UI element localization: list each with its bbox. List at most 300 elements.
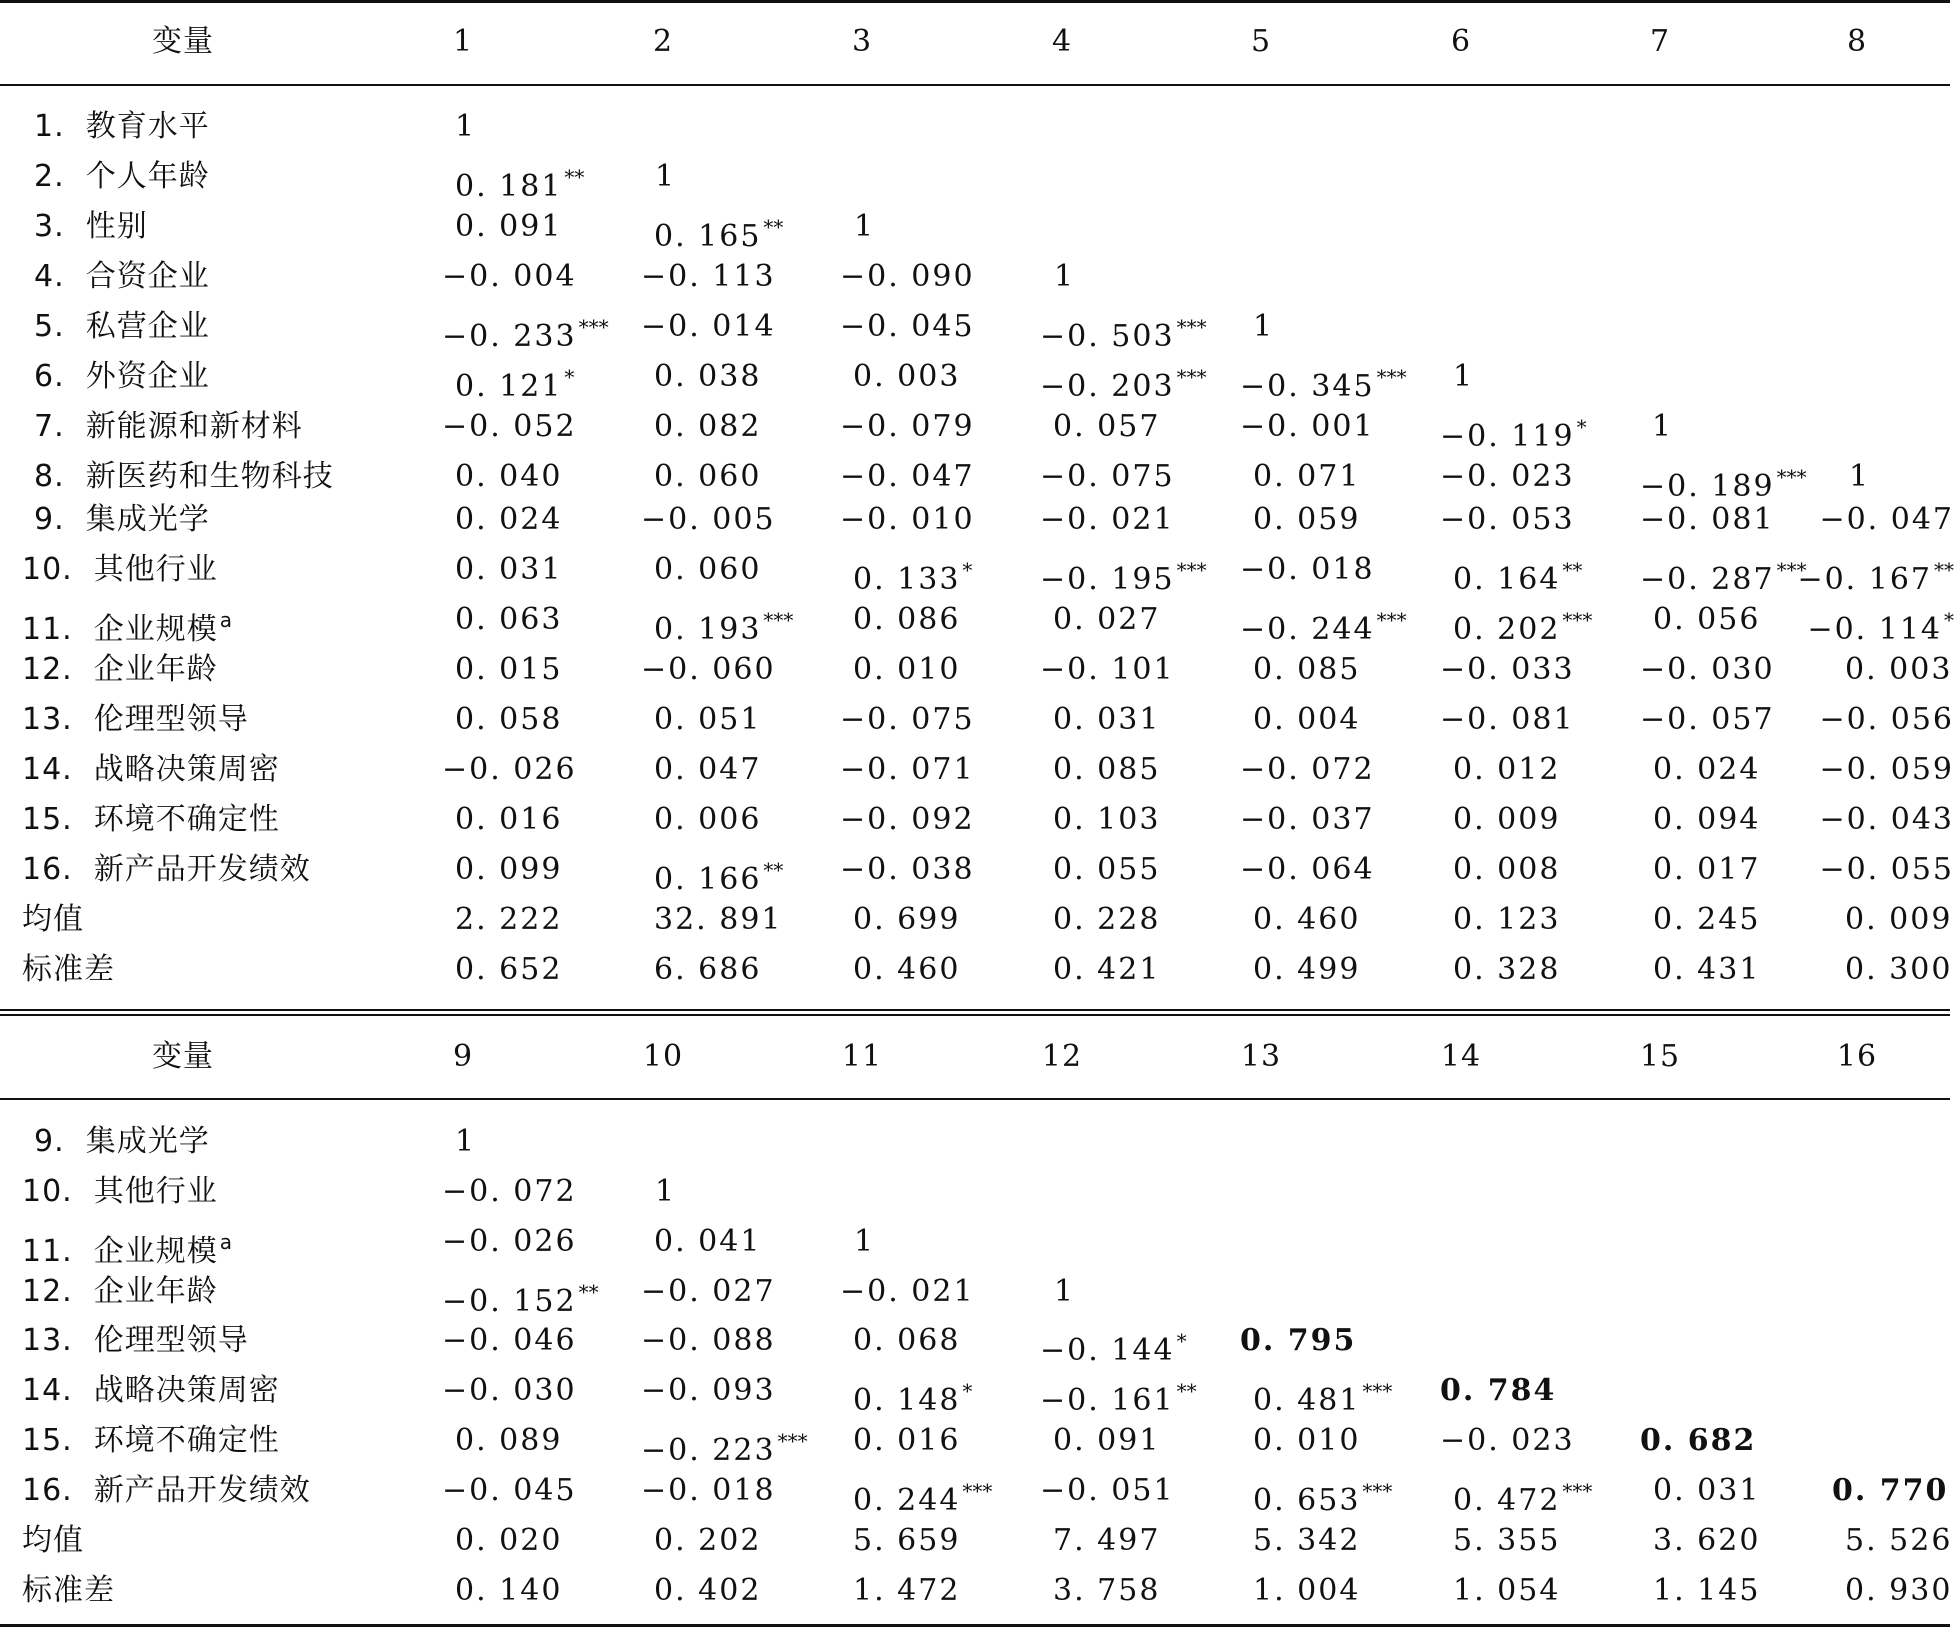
cell-value: 0. 040: [455, 459, 563, 494]
cell-value: −0. 072: [1240, 752, 1375, 787]
cell-value: −0. 057: [1640, 702, 1775, 737]
significance-marker: ***: [578, 315, 609, 339]
cell-value: 32. 891: [654, 902, 783, 937]
variable-label: [22, 752, 280, 788]
table-cell: [455, 502, 562, 538]
table-cell: [455, 159, 584, 205]
cell-value: −0. 047: [840, 459, 975, 494]
variable-label: [34, 502, 210, 538]
cell-value: 0. 057: [1053, 409, 1161, 444]
table-cell: [1453, 952, 1560, 988]
significance-marker: ***: [1176, 315, 1207, 339]
cell-value: −0. 038: [840, 852, 975, 887]
variable-label: [22, 1423, 280, 1459]
variable-label: [22, 1174, 218, 1210]
table-cell: [1845, 652, 1952, 688]
table-cell: [853, 952, 960, 988]
table-cell: [1440, 502, 1575, 538]
table-cell: [442, 1224, 577, 1260]
table-cell: [1053, 409, 1160, 445]
table-cell: [854, 209, 875, 245]
table-cell: [1054, 259, 1075, 295]
cell-value: 1. 472: [853, 1573, 961, 1608]
table-cell: [853, 652, 960, 688]
table-cell: [853, 1523, 960, 1559]
table-cell: [1253, 702, 1360, 738]
cell-value: 0. 010: [853, 652, 961, 687]
variable-label: [22, 702, 249, 738]
table-cell: [1253, 652, 1360, 688]
table-cell: [853, 1573, 960, 1609]
table-cell: [654, 802, 761, 838]
cell-value: 0. 244: [853, 1483, 961, 1518]
table-cell: [1053, 702, 1160, 738]
significance-marker: *: [962, 1379, 973, 1403]
table-cell: [840, 852, 975, 888]
column-header: 14: [1440, 1039, 1482, 1074]
table-cell: [641, 502, 776, 538]
table-cell: [442, 752, 577, 788]
cell-value: 0. 300: [1845, 952, 1953, 987]
cell-value: 0. 930: [1845, 1573, 1953, 1608]
cell-value: 1: [655, 1174, 677, 1209]
table-cell: [641, 309, 776, 345]
table-cell: [840, 752, 975, 788]
cell-value: −0. 088: [641, 1323, 776, 1358]
significance-marker: **: [1934, 558, 1954, 582]
column-header: 12: [1041, 1039, 1083, 1074]
table-cell: [654, 459, 761, 495]
cell-value: −0. 021: [840, 1274, 975, 1309]
significance-marker: ***: [1176, 365, 1207, 389]
table-cell: [840, 702, 975, 738]
table-cell: [654, 552, 761, 588]
table-cell: [1054, 1274, 1075, 1310]
table-cell: [1040, 359, 1207, 405]
table-cell: [1653, 752, 1760, 788]
variable-label-text: 标准差: [22, 952, 115, 987]
table-cell: [1653, 1523, 1760, 1559]
table-cell: [641, 1323, 776, 1359]
table-cell: [1453, 752, 1560, 788]
table-cell: [1440, 652, 1575, 688]
table-cell: [1640, 702, 1775, 738]
cell-value: −0. 075: [1040, 459, 1175, 494]
table-cell: [654, 752, 761, 788]
table-cell: [1240, 359, 1407, 405]
cell-value: 0. 328: [1453, 952, 1561, 987]
cell-value: −0. 045: [840, 309, 975, 344]
column-header: 1: [452, 24, 474, 59]
table-cell: [1819, 702, 1954, 738]
cell-value: 1: [655, 159, 677, 194]
cell-value: −0. 059: [1819, 752, 1954, 787]
rule-line: [0, 84, 1950, 86]
cell-value: −0. 119: [1440, 419, 1575, 454]
table-cell: [654, 602, 793, 648]
cell-value: −0. 189: [1640, 469, 1775, 504]
table-cell: [1053, 1523, 1160, 1559]
cell-value: 0. 051: [654, 702, 762, 737]
table-cell: [1253, 902, 1360, 938]
significance-marker: **: [578, 1280, 599, 1304]
variable-header: 变量: [152, 1039, 214, 1074]
column-header: 13: [1240, 1039, 1282, 1074]
column-header: 6: [1450, 24, 1472, 59]
variable-label-text: 9. 集成光学: [34, 502, 210, 537]
table-cell: [455, 702, 562, 738]
table-cell: [1253, 502, 1360, 538]
table-cell: [1819, 752, 1954, 788]
cell-value: 1: [854, 1224, 876, 1259]
variable-label-text: 15. 环境不确定性: [22, 802, 280, 837]
table-cell: [455, 802, 562, 838]
table-cell: [854, 1224, 875, 1260]
cell-value: 0. 121: [455, 369, 563, 404]
variable-label-text: 13. 伦理型领导: [22, 702, 249, 737]
variable-label: [22, 802, 280, 838]
variable-label-text: 11. 企业规模: [22, 1234, 218, 1269]
cell-value: −0. 152: [442, 1284, 577, 1319]
table-cell: [840, 459, 975, 495]
table-cell: [853, 902, 960, 938]
cell-value: 1: [1054, 1274, 1076, 1309]
cell-value: 5. 342: [1253, 1523, 1361, 1558]
table-cell: [1040, 1373, 1197, 1419]
significance-marker: ***: [763, 608, 794, 632]
significance-marker: *: [1176, 1329, 1187, 1353]
significance-marker: **: [1562, 558, 1583, 582]
cell-value: 0. 068: [853, 1323, 961, 1358]
cell-value: −0. 114: [1807, 612, 1942, 647]
table-cell: [1240, 409, 1375, 445]
cell-value: 0. 016: [853, 1423, 961, 1458]
table-cell: [1640, 552, 1807, 598]
cell-value: 0. 086: [853, 602, 961, 637]
variable-label: [22, 1473, 311, 1509]
cell-value: 0. 472: [1453, 1483, 1561, 1518]
cell-value: 0. 166: [654, 862, 762, 897]
cell-value: 0. 103: [1053, 802, 1161, 837]
variable-label: [34, 359, 210, 395]
cell-value: −0. 005: [641, 502, 776, 537]
variable-label: [22, 1373, 280, 1409]
cell-value: −0. 051: [1040, 1473, 1175, 1508]
variable-label: [22, 852, 311, 888]
label-superscript: a: [219, 608, 233, 632]
table-cell: [840, 1274, 975, 1310]
variable-label: [34, 409, 303, 445]
table-cell: [853, 1323, 960, 1359]
cell-value: 0. 085: [1053, 752, 1161, 787]
cell-value: −0. 052: [442, 409, 577, 444]
variable-label-text: 7. 新能源和新材料: [34, 409, 303, 444]
cell-value: −0. 064: [1240, 852, 1375, 887]
table-cell: [1653, 802, 1760, 838]
table-cell: [1440, 409, 1587, 455]
cell-value: 3. 758: [1053, 1573, 1161, 1608]
cell-value: 0. 140: [455, 1573, 563, 1608]
table-cell: [1240, 602, 1407, 648]
table-cell: [1053, 1423, 1160, 1459]
table-cell: [654, 952, 761, 988]
column-header: 2: [652, 24, 674, 59]
table-cell: [641, 1274, 776, 1310]
cell-value: −0. 144: [1040, 1333, 1175, 1368]
cell-value: 0. 091: [1053, 1423, 1161, 1458]
cell-value: 0. 460: [853, 952, 961, 987]
cell-value: 0. 082: [654, 409, 762, 444]
cell-value: 0. 063: [455, 602, 563, 637]
table-cell: [1453, 1523, 1560, 1559]
cell-value: 0. 499: [1253, 952, 1361, 987]
cell-value: 0. 091: [455, 209, 563, 244]
table-cell: [654, 902, 783, 938]
table-cell: [1053, 902, 1160, 938]
cell-value: 0. 133: [853, 562, 961, 597]
cell-value: 0. 089: [455, 1423, 563, 1458]
column-header: 10: [642, 1039, 684, 1074]
table-cell: [1040, 1473, 1175, 1509]
table-cell: [641, 259, 776, 295]
cell-value: −0. 001: [1240, 409, 1375, 444]
cell-value: 0. 003: [853, 359, 961, 394]
table-cell: [654, 702, 761, 738]
table-cell: [1253, 1423, 1360, 1459]
table-cell: [442, 1274, 599, 1320]
table-cell: [1845, 1573, 1952, 1609]
variable-label: [34, 109, 210, 145]
cell-value: 0. 024: [1653, 752, 1761, 787]
table-cell: [455, 109, 476, 145]
variable-label-text: 2. 个人年龄: [34, 159, 210, 194]
cell-value: 0. 031: [1653, 1473, 1761, 1508]
table-cell: [442, 1323, 577, 1359]
cell-value: 0. 202: [654, 1523, 762, 1558]
table-cell: [1440, 459, 1575, 495]
table-cell: [1819, 852, 1954, 888]
rule-line: [0, 1098, 1950, 1100]
table-cell: [1053, 752, 1160, 788]
cell-value: −0. 047: [1819, 502, 1954, 537]
cell-value: −0. 023: [1440, 459, 1575, 494]
stat-row-label: [22, 902, 84, 938]
cell-value: 6. 686: [654, 952, 762, 987]
significance-marker: ***: [777, 1429, 808, 1453]
cell-value: −0. 093: [641, 1373, 776, 1408]
table-cell: [1453, 902, 1560, 938]
table-cell: [1240, 852, 1375, 888]
cell-value: −0. 060: [641, 652, 776, 687]
significance-marker: ***: [1176, 558, 1207, 582]
variable-label: [34, 159, 210, 195]
cell-value: 0. 682: [1640, 1423, 1757, 1458]
table-cell: [654, 1224, 761, 1260]
table-cell: [442, 1473, 577, 1509]
cell-value: −0. 010: [840, 502, 975, 537]
variable-label-text: 1. 教育水平: [34, 109, 210, 144]
column-header: 7: [1649, 24, 1671, 59]
cell-value: 0. 004: [1253, 702, 1361, 737]
table-cell: [1640, 502, 1775, 538]
cell-value: −0. 244: [1240, 612, 1375, 647]
table-cell: [654, 852, 783, 898]
cell-value: 0. 653: [1253, 1483, 1361, 1518]
cell-value: 0. 060: [654, 552, 762, 587]
cell-value: 0. 071: [1253, 459, 1361, 494]
table-cell: [840, 802, 975, 838]
cell-value: 0. 006: [654, 802, 762, 837]
cell-value: −0. 345: [1240, 369, 1375, 404]
cell-value: 0. 031: [455, 552, 563, 587]
significance-marker: ***: [1562, 1479, 1593, 1503]
table-cell: [655, 159, 676, 195]
table-cell: [1253, 1523, 1360, 1559]
column-header: 3: [851, 24, 873, 59]
table-cell: [1253, 459, 1360, 495]
cell-value: −0. 092: [840, 802, 975, 837]
variable-label-text: 13. 伦理型领导: [22, 1323, 249, 1358]
cell-value: 0. 060: [654, 459, 762, 494]
variable-label: [34, 1124, 210, 1160]
variable-label-text: 16. 新产品开发绩效: [22, 852, 311, 887]
cell-value: 2. 222: [455, 902, 563, 937]
table-cell: [455, 359, 574, 405]
cell-value: 0. 055: [1053, 852, 1161, 887]
table-cell: [455, 902, 562, 938]
table-cell: [641, 652, 776, 688]
cell-value: −0. 030: [442, 1373, 577, 1408]
significance-marker: **: [564, 165, 585, 189]
table-cell: [1440, 1423, 1575, 1459]
cell-value: −0. 081: [1640, 502, 1775, 537]
table-cell: [455, 852, 562, 888]
cell-value: 1. 145: [1653, 1573, 1761, 1608]
cell-value: 1: [854, 209, 876, 244]
significance-marker: ***: [1362, 1479, 1393, 1503]
variable-label: [34, 459, 334, 495]
table-cell: [1819, 802, 1954, 838]
cell-value: 7. 497: [1053, 1523, 1161, 1558]
cell-value: 0. 003: [1845, 652, 1953, 687]
table-cell: [853, 602, 960, 638]
variable-label-text: 16. 新产品开发绩效: [22, 1473, 311, 1508]
variable-label: [22, 552, 218, 588]
cell-value: 1: [455, 109, 477, 144]
table-cell: [1453, 602, 1592, 648]
significance-marker: *: [1944, 608, 1954, 632]
table-cell: [1652, 409, 1673, 445]
cell-value: 0. 421: [1053, 952, 1161, 987]
cell-value: −0. 079: [840, 409, 975, 444]
cell-value: 0. 020: [455, 1523, 563, 1558]
variable-label: [22, 1224, 232, 1270]
table-cell: [455, 552, 562, 588]
cell-value: 0. 770: [1832, 1473, 1949, 1508]
cell-value: 0. 027: [1053, 602, 1161, 637]
variable-label-text: 14. 战略决策周密: [22, 752, 280, 787]
table-cell: [1832, 1473, 1948, 1509]
table-cell: [442, 1174, 577, 1210]
cell-value: −0. 027: [641, 1274, 776, 1309]
table-cell: [1053, 852, 1160, 888]
table-cell: [1240, 552, 1375, 588]
cell-value: −0. 045: [442, 1473, 577, 1508]
cell-value: −0. 023: [1440, 1423, 1575, 1458]
significance-marker: *: [1576, 415, 1587, 439]
cell-value: −0. 167: [1797, 562, 1932, 597]
cell-value: −0. 004: [442, 259, 577, 294]
cell-value: 0. 123: [1453, 902, 1561, 937]
column-header: 16: [1836, 1039, 1878, 1074]
cell-value: −0. 233: [442, 319, 577, 354]
cell-value: 5. 526: [1845, 1523, 1953, 1558]
table-cell: [654, 1523, 761, 1559]
variable-label: [22, 652, 218, 688]
cell-value: −0. 056: [1819, 702, 1954, 737]
table-cell: [455, 459, 562, 495]
column-header: 9: [452, 1039, 474, 1074]
table-cell: [1640, 459, 1807, 505]
cell-value: −0. 203: [1040, 369, 1175, 404]
table-cell: [1040, 309, 1207, 355]
column-header: 5: [1250, 24, 1272, 59]
cell-value: 0. 056: [1653, 602, 1761, 637]
cell-value: −0. 223: [641, 1433, 776, 1468]
significance-marker: ***: [1376, 365, 1407, 389]
table-cell: [455, 602, 562, 638]
table-cell: [1453, 1573, 1560, 1609]
column-header: 4: [1051, 24, 1073, 59]
table-cell: [1653, 902, 1760, 938]
variable-label-text: 10. 其他行业: [22, 1174, 218, 1209]
table-cell: [654, 209, 783, 255]
table-cell: [455, 1523, 562, 1559]
cell-value: 1: [1652, 409, 1674, 444]
table-cell: [853, 1373, 972, 1419]
variable-label: [34, 309, 210, 345]
variable-header: 变量: [152, 24, 214, 59]
cell-value: −0. 026: [442, 1224, 577, 1259]
cell-value: 0. 652: [455, 952, 563, 987]
cell-value: −0. 113: [641, 259, 776, 294]
significance-marker: ***: [962, 1479, 993, 1503]
table-cell: [1453, 552, 1582, 598]
cell-value: 0. 017: [1653, 852, 1761, 887]
table-cell: [455, 952, 562, 988]
cell-value: 0. 094: [1653, 802, 1761, 837]
cell-value: −0. 018: [1240, 552, 1375, 587]
cell-value: −0. 030: [1640, 652, 1775, 687]
table-cell: [1440, 1373, 1556, 1409]
table-cell: [1253, 1373, 1392, 1419]
table-cell: [1653, 1573, 1760, 1609]
cell-value: −0. 018: [641, 1473, 776, 1508]
table-cell: [1845, 902, 1952, 938]
table-cell: [442, 1373, 577, 1409]
cell-value: −0. 046: [442, 1323, 577, 1358]
cell-value: 1: [1453, 359, 1475, 394]
variable-label: [22, 1323, 249, 1359]
cell-value: 0. 085: [1253, 652, 1361, 687]
table-cell: [1240, 1323, 1356, 1359]
table-cell: [1845, 1523, 1952, 1559]
table-cell: [1253, 1473, 1392, 1519]
cell-value: −0. 090: [840, 259, 975, 294]
table-cell: [1040, 1323, 1187, 1369]
table-cell: [1053, 602, 1160, 638]
cell-value: −0. 072: [442, 1174, 577, 1209]
